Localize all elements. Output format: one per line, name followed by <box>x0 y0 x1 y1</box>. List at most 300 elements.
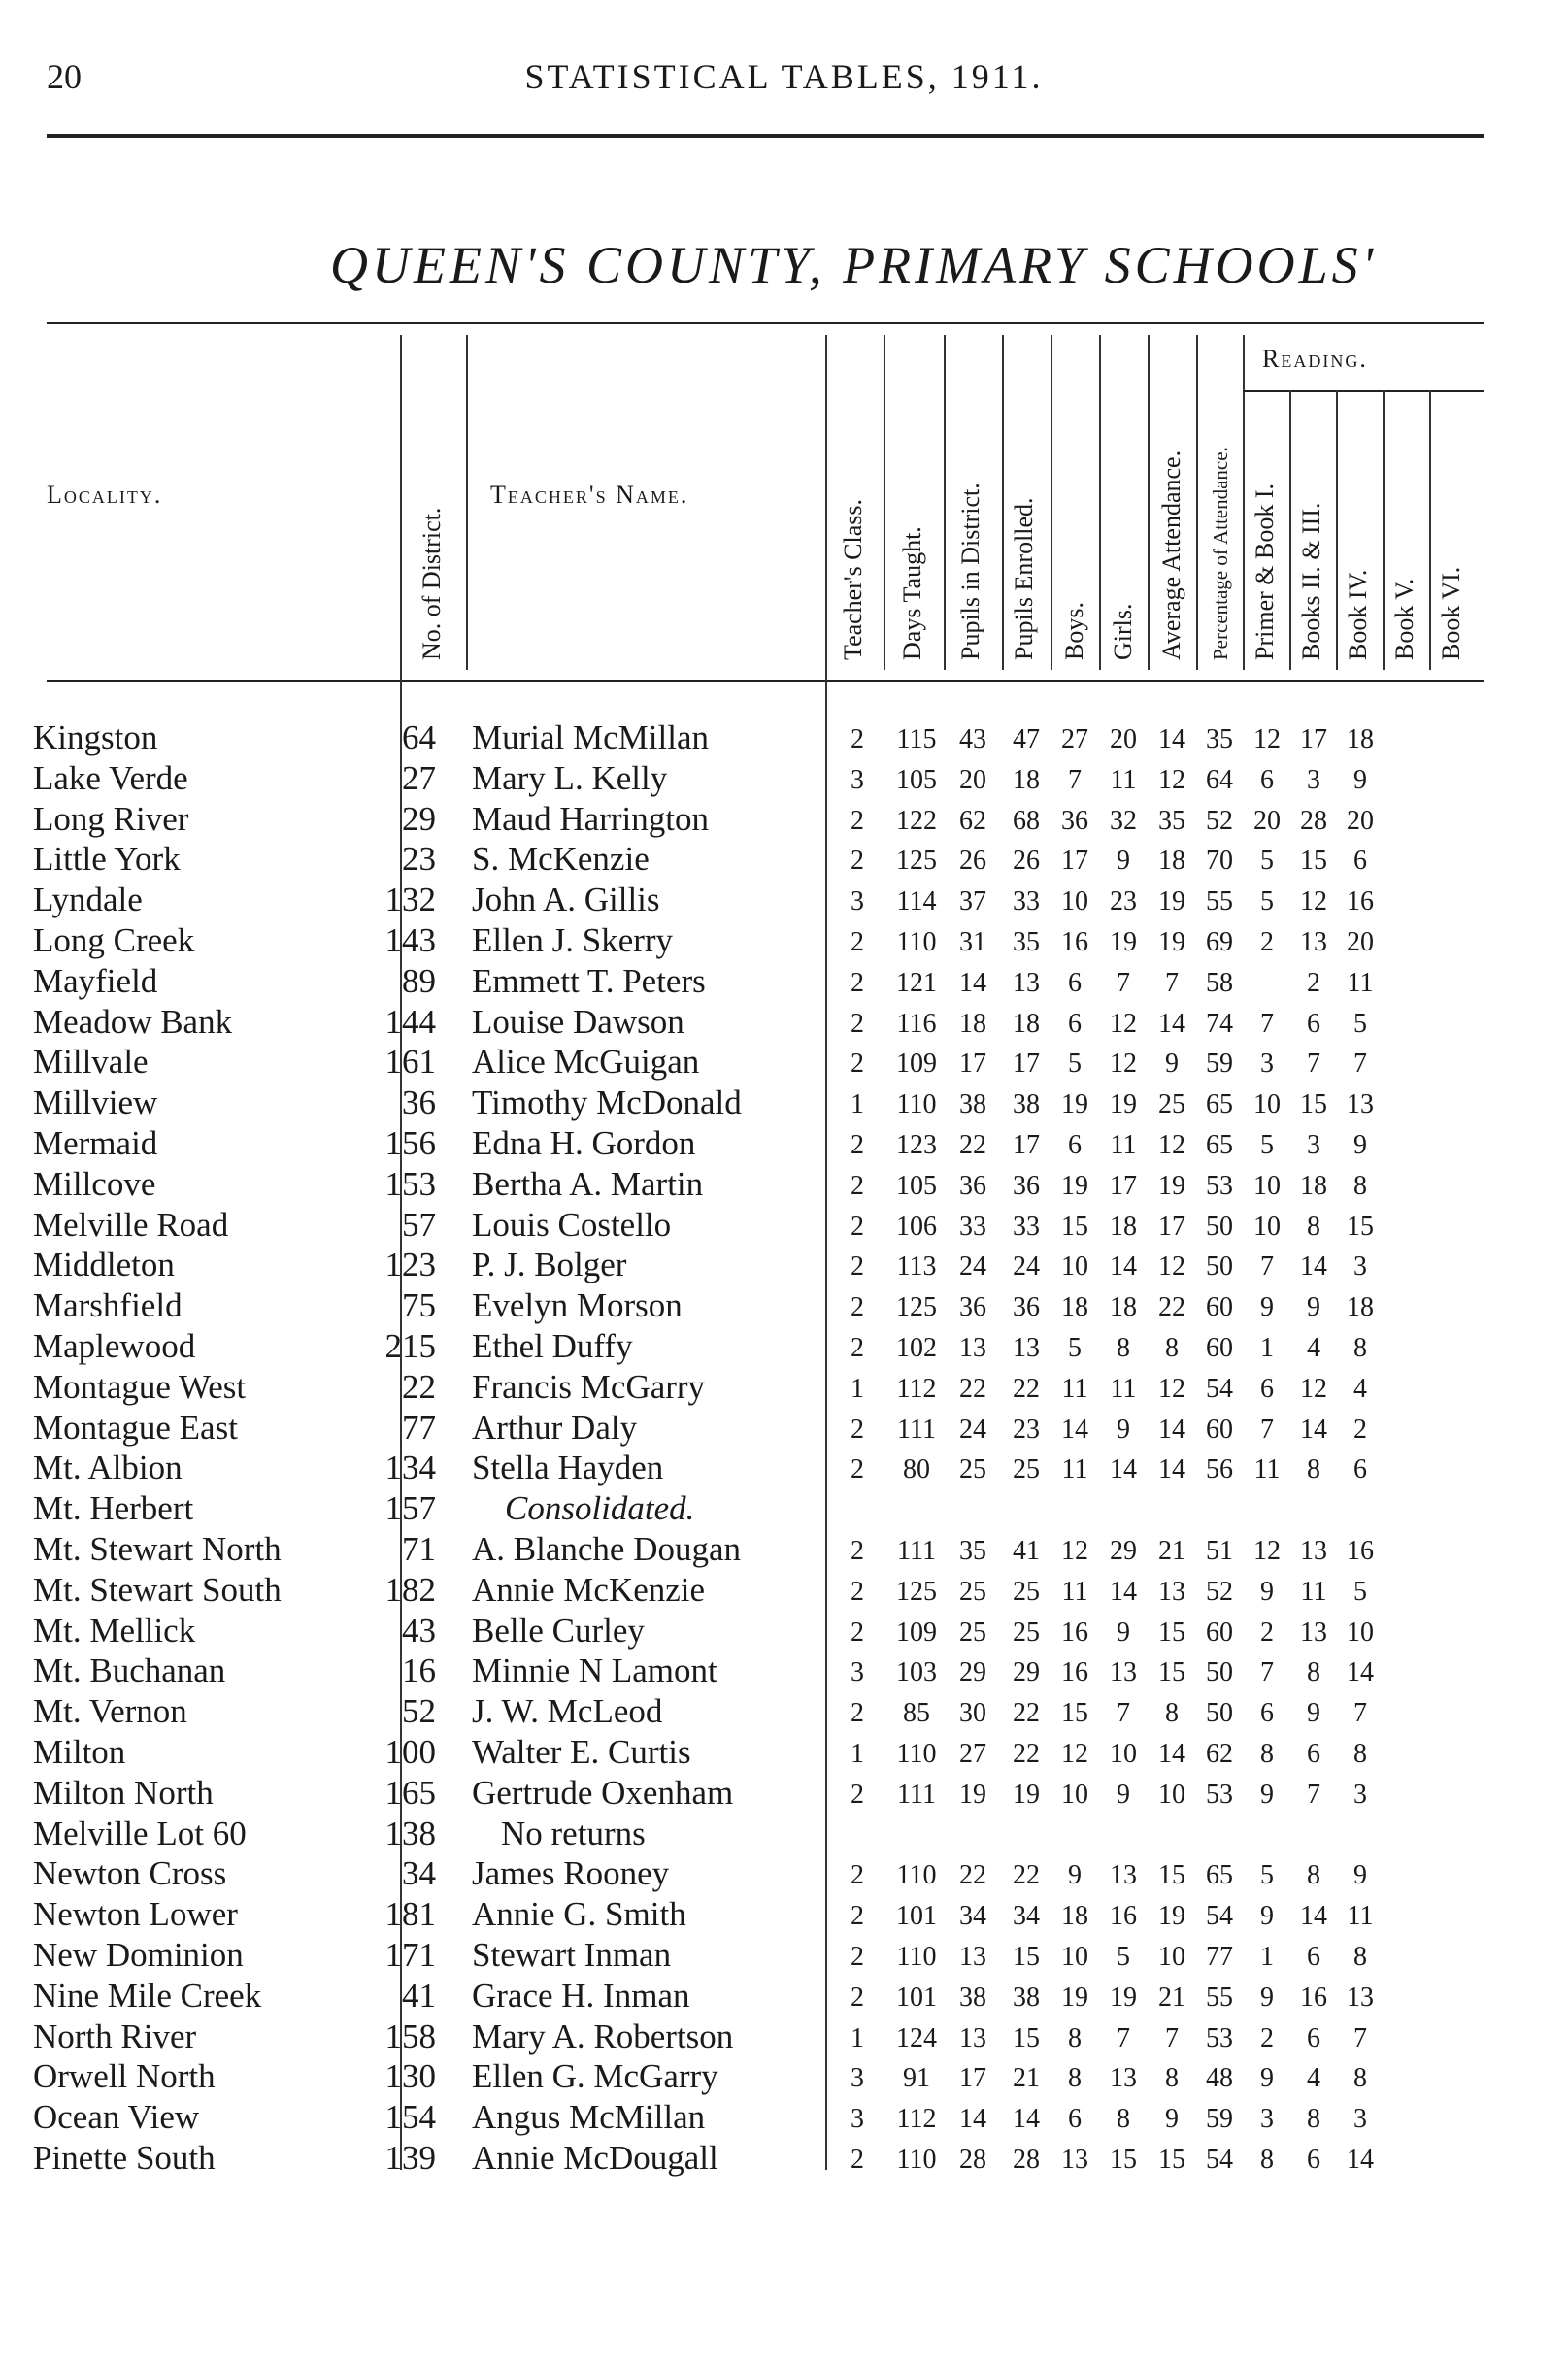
header-percentage: Percentage of Attendance. <box>1209 447 1232 660</box>
district-cell: 57 <box>402 1205 436 1244</box>
table-row <box>0 1003 1568 1044</box>
locality-cell: Milton <box>33 1733 126 1771</box>
column-separator <box>1002 335 1004 670</box>
enrolled-cell: 33 <box>1013 1211 1040 1242</box>
teacher-cell: Louis Costello <box>472 1205 672 1244</box>
locality-cell: Mt. Mellick <box>33 1611 196 1650</box>
days-cell: 115 <box>896 724 937 754</box>
column-separator <box>1099 335 1101 670</box>
cls-cell: 2 <box>851 1982 864 2013</box>
girls-cell: 8 <box>1117 1333 1130 1363</box>
table-row <box>0 1489 1568 1530</box>
district-cell: 64 <box>402 718 436 756</box>
avg-cell: 19 <box>1158 886 1185 917</box>
district-cell: 134 <box>384 1449 436 1487</box>
primer-cell: 20 <box>1253 805 1281 836</box>
girls-cell: 19 <box>1110 927 1137 957</box>
b4-cell: 18 <box>1347 1292 1374 1323</box>
girls-cell: 14 <box>1110 1576 1137 1607</box>
locality-cell: Marshfield <box>33 1286 183 1325</box>
b23-cell: 13 <box>1300 1616 1327 1648</box>
locality-cell: Middleton <box>33 1246 175 1284</box>
locality-cell: Montague East <box>33 1408 238 1447</box>
teacher-cell: Gertrude Oxenham <box>472 1773 734 1812</box>
table-row <box>0 1651 1568 1692</box>
enrolled-cell: 26 <box>1013 846 1040 877</box>
enrolled-cell: 25 <box>1013 1454 1040 1485</box>
b23-cell: 4 <box>1307 2063 1320 2094</box>
enrolled-cell: 35 <box>1013 927 1040 957</box>
boys-cell: 5 <box>1068 1333 1082 1363</box>
enrolled-cell: 33 <box>1013 886 1040 917</box>
locality-cell: Long Creek <box>33 921 195 959</box>
pct-cell: 56 <box>1206 1454 1233 1485</box>
teacher-cell: Murial McMillan <box>472 718 709 756</box>
running-title: STATISTICAL TABLES, 1911. <box>524 57 1044 96</box>
locality-cell: Orwell North <box>33 2057 216 2096</box>
boys-cell: 6 <box>1068 967 1082 998</box>
teacher-cell: Arthur Daly <box>472 1408 638 1447</box>
boys-cell: 16 <box>1061 927 1088 957</box>
boys-cell: 9 <box>1068 1860 1082 1891</box>
b23-cell: 14 <box>1300 1901 1327 1932</box>
header-teacher: Teacher's Name. <box>490 481 689 509</box>
district-cell: 34 <box>402 1854 436 1893</box>
b23-cell: 7 <box>1307 1049 1320 1080</box>
avg-cell: 22 <box>1158 1292 1185 1323</box>
table-row <box>0 1286 1568 1327</box>
cls-cell: 2 <box>851 724 864 754</box>
b23-cell: 8 <box>1307 1454 1320 1485</box>
in-district-cell: 14 <box>959 967 986 998</box>
district-cell: 181 <box>384 1895 436 1934</box>
primer-cell: 5 <box>1260 1130 1274 1160</box>
pct-cell: 64 <box>1206 764 1233 795</box>
pct-cell: 51 <box>1206 1536 1233 1566</box>
b4-cell: 5 <box>1353 1008 1367 1039</box>
b4-cell: 7 <box>1353 1049 1367 1080</box>
days-cell: 103 <box>896 1657 937 1688</box>
b23-cell: 3 <box>1307 1130 1320 1160</box>
girls-cell: 12 <box>1110 1049 1137 1080</box>
b23-cell: 8 <box>1307 1211 1320 1242</box>
pct-cell: 35 <box>1206 724 1233 754</box>
table-row <box>0 1815 1568 1855</box>
cls-cell: 2 <box>851 1414 864 1445</box>
days-cell: 106 <box>896 1211 937 1242</box>
header-average: Average Attendance. <box>1157 450 1185 660</box>
days-cell: 114 <box>896 886 937 917</box>
district-cell: 41 <box>402 1976 436 2015</box>
b4-cell: 9 <box>1353 1130 1367 1160</box>
cls-cell: 2 <box>851 846 864 877</box>
days-cell: 121 <box>896 967 937 998</box>
cls-cell: 2 <box>851 1211 864 1242</box>
b23-cell: 8 <box>1307 2104 1320 2135</box>
avg-cell: 15 <box>1158 1616 1185 1648</box>
table-row <box>0 1449 1568 1489</box>
boys-cell: 12 <box>1061 1536 1088 1566</box>
avg-cell: 21 <box>1158 1536 1185 1566</box>
girls-cell: 17 <box>1110 1170 1137 1201</box>
primer-cell: 9 <box>1260 1292 1274 1323</box>
avg-cell: 14 <box>1158 1454 1185 1485</box>
in-district-cell: 26 <box>959 846 986 877</box>
district-cell: 22 <box>402 1367 436 1406</box>
table-row <box>0 800 1568 841</box>
days-cell: 125 <box>896 1576 937 1607</box>
table-row <box>0 962 1568 1003</box>
boys-cell: 11 <box>1061 1373 1088 1404</box>
girls-cell: 11 <box>1110 764 1137 795</box>
b23-cell: 6 <box>1307 2022 1320 2053</box>
district-cell: 139 <box>384 2139 436 2177</box>
boys-cell: 18 <box>1061 1901 1088 1932</box>
avg-cell: 8 <box>1165 1333 1179 1363</box>
header-rule-top <box>47 322 1484 324</box>
days-cell: 113 <box>896 1251 937 1283</box>
table-row <box>0 1165 1568 1206</box>
cls-cell: 3 <box>851 2104 864 2135</box>
table-title: QUEEN'S COUNTY, PRIMARY SCHOOLS' <box>330 236 1378 294</box>
b23-cell: 6 <box>1307 1942 1320 1972</box>
enrolled-cell: 18 <box>1013 764 1040 795</box>
locality-cell: Mt. Vernon <box>33 1692 187 1731</box>
locality-cell: Millview <box>33 1083 158 1122</box>
column-separator <box>1243 335 1245 670</box>
teacher-cell: Emmett T. Peters <box>472 961 706 1000</box>
district-cell: 71 <box>402 1530 436 1568</box>
primer-cell: 9 <box>1260 1901 1274 1932</box>
days-cell: 110 <box>896 1089 937 1120</box>
locality-cell: Little York <box>33 840 181 879</box>
primer-cell: 9 <box>1260 1576 1274 1607</box>
table-row <box>0 1083 1568 1124</box>
locality-cell: Lake Verde <box>33 758 188 797</box>
district-cell: 161 <box>384 1043 436 1082</box>
teacher-cell: Minnie N Lamont <box>472 1651 717 1690</box>
in-district-cell: 27 <box>959 1739 986 1769</box>
days-cell: 112 <box>896 1373 937 1404</box>
enrolled-cell: 21 <box>1013 2063 1040 2094</box>
enrolled-cell: 28 <box>1013 2145 1040 2175</box>
b23-cell: 13 <box>1300 927 1327 957</box>
district-cell: 23 <box>402 840 436 879</box>
table-row <box>0 1936 1568 1977</box>
avg-cell: 10 <box>1158 1942 1185 1972</box>
primer-cell: 9 <box>1260 1779 1274 1810</box>
boys-cell: 13 <box>1061 2145 1088 2175</box>
days-cell: 125 <box>896 1292 937 1323</box>
girls-cell: 7 <box>1117 2022 1130 2053</box>
girls-cell: 13 <box>1110 2063 1137 2094</box>
days-cell: 101 <box>896 1901 937 1932</box>
header-reading: Reading. <box>1262 345 1368 373</box>
primer-cell: 10 <box>1253 1211 1281 1242</box>
avg-cell: 10 <box>1158 1779 1185 1810</box>
table-row <box>0 718 1568 759</box>
enrolled-cell: 36 <box>1013 1170 1040 1201</box>
cls-cell: 1 <box>851 1089 864 1120</box>
in-district-cell: 25 <box>959 1616 986 1648</box>
b23-cell: 3 <box>1307 764 1320 795</box>
primer-cell: 6 <box>1260 1698 1274 1729</box>
in-district-cell: 43 <box>959 724 986 754</box>
locality-cell: Mt. Herbert <box>33 1489 194 1528</box>
boys-cell: 8 <box>1068 2022 1082 2053</box>
table-row <box>0 1327 1568 1368</box>
enrolled-cell: 15 <box>1013 2022 1040 2053</box>
b4-cell: 11 <box>1347 967 1374 998</box>
boys-cell: 27 <box>1061 724 1088 754</box>
pct-cell: 53 <box>1206 1170 1233 1201</box>
primer-cell: 1 <box>1260 1942 1274 1972</box>
avg-cell: 12 <box>1158 1373 1185 1404</box>
in-district-cell: 13 <box>959 1333 986 1363</box>
teacher-cell: A. Blanche Dougan <box>472 1530 742 1568</box>
girls-cell: 13 <box>1110 1657 1137 1688</box>
b23-cell: 6 <box>1307 1739 1320 1769</box>
locality-cell: North River <box>33 2016 197 2055</box>
header-book-6: Book VI. <box>1437 566 1465 660</box>
girls-cell: 12 <box>1110 1008 1137 1039</box>
days-cell: 105 <box>896 1170 937 1201</box>
days-cell: 111 <box>897 1414 936 1445</box>
cls-cell: 2 <box>851 1860 864 1891</box>
locality-cell: Melville Road <box>33 1205 229 1244</box>
avg-cell: 12 <box>1158 764 1185 795</box>
cls-cell: 1 <box>851 1373 864 1404</box>
cls-cell: 3 <box>851 886 864 917</box>
avg-cell: 14 <box>1158 1739 1185 1769</box>
days-cell: 124 <box>896 2022 937 2053</box>
b4-cell: 7 <box>1353 1698 1367 1729</box>
district-cell: 89 <box>402 961 436 1000</box>
column-separator <box>944 335 946 670</box>
locality-cell: Long River <box>33 799 189 838</box>
pct-cell: 53 <box>1206 2022 1233 2053</box>
in-district-cell: 25 <box>959 1454 986 1485</box>
locality-cell: Mt. Stewart North <box>33 1530 282 1568</box>
district-cell: 182 <box>384 1570 436 1609</box>
boys-cell: 19 <box>1061 1089 1088 1120</box>
teacher-cell: Francis McGarry <box>472 1367 706 1406</box>
b23-cell: 17 <box>1300 724 1327 754</box>
primer-cell: 2 <box>1260 927 1274 957</box>
primer-cell: 5 <box>1260 1860 1274 1891</box>
cls-cell: 2 <box>851 1942 864 1972</box>
boys-cell: 15 <box>1061 1698 1088 1729</box>
teacher-cell: Evelyn Morson <box>472 1286 683 1325</box>
pct-cell: 65 <box>1206 1089 1233 1120</box>
in-district-cell: 33 <box>959 1211 986 1242</box>
cls-cell: 2 <box>851 1292 864 1323</box>
enrolled-cell: 22 <box>1013 1739 1040 1769</box>
cls-cell: 2 <box>851 927 864 957</box>
days-cell: 112 <box>896 2104 937 2135</box>
in-district-cell: 36 <box>959 1170 986 1201</box>
pct-cell: 60 <box>1206 1333 1233 1363</box>
header-book-5: Book V. <box>1390 578 1418 660</box>
primer-cell: 7 <box>1260 1657 1274 1688</box>
table-row <box>0 1977 1568 2017</box>
days-cell: 101 <box>896 1982 937 2013</box>
table-row <box>0 1043 1568 1083</box>
b23-cell: 11 <box>1300 1576 1327 1607</box>
enrolled-cell: 41 <box>1013 1536 1040 1566</box>
avg-cell: 8 <box>1165 1698 1179 1729</box>
in-district-cell: 31 <box>959 927 986 957</box>
locality-cell: Mayfield <box>33 961 158 1000</box>
girls-cell: 9 <box>1117 1414 1130 1445</box>
cls-cell: 2 <box>851 805 864 836</box>
in-district-cell: 17 <box>959 1049 986 1080</box>
table-row <box>0 1206 1568 1247</box>
primer-cell: 5 <box>1260 846 1274 877</box>
in-district-cell: 19 <box>959 1779 986 1810</box>
b23-cell: 6 <box>1307 2145 1320 2175</box>
table-row <box>0 921 1568 962</box>
in-district-cell: 17 <box>959 2063 986 2094</box>
girls-cell: 10 <box>1110 1739 1137 1769</box>
avg-cell: 14 <box>1158 724 1185 754</box>
in-district-cell: 29 <box>959 1657 986 1688</box>
locality-cell: Mt. Buchanan <box>33 1651 226 1690</box>
teacher-cell: Grace H. Inman <box>472 1976 690 2015</box>
primer-cell: 10 <box>1253 1170 1281 1201</box>
pct-cell: 54 <box>1206 2145 1233 2175</box>
pct-cell: 70 <box>1206 846 1233 877</box>
primer-cell: 7 <box>1260 1008 1274 1039</box>
in-district-cell: 22 <box>959 1373 986 1404</box>
in-district-cell: 22 <box>959 1860 986 1891</box>
avg-cell: 14 <box>1158 1414 1185 1445</box>
district-cell: 132 <box>384 881 436 919</box>
district-cell: 130 <box>384 2057 436 2096</box>
b4-cell: 14 <box>1347 1657 1374 1688</box>
locality-cell: Millcove <box>33 1164 156 1203</box>
girls-cell: 5 <box>1117 1942 1130 1972</box>
avg-cell: 12 <box>1158 1251 1185 1283</box>
enrolled-cell: 68 <box>1013 805 1040 836</box>
avg-cell: 17 <box>1158 1211 1185 1242</box>
table-row <box>0 1409 1568 1450</box>
locality-cell: Melville Lot 60 <box>33 1814 247 1852</box>
girls-cell: 9 <box>1117 1779 1130 1810</box>
in-district-cell: 22 <box>959 1130 986 1160</box>
days-cell: 116 <box>896 1008 937 1039</box>
pct-cell: 55 <box>1206 886 1233 917</box>
avg-cell: 15 <box>1158 1860 1185 1891</box>
enrolled-cell: 38 <box>1013 1982 1040 2013</box>
pct-cell: 69 <box>1206 927 1233 957</box>
teacher-cell: Ethel Duffy <box>472 1327 633 1365</box>
days-cell: 111 <box>897 1536 936 1566</box>
boys-cell: 6 <box>1068 1130 1082 1160</box>
header-district: No. of District. <box>417 507 446 660</box>
in-district-cell: 20 <box>959 764 986 795</box>
pct-cell: 65 <box>1206 1860 1233 1891</box>
girls-cell: 7 <box>1117 967 1130 998</box>
avg-cell: 14 <box>1158 1008 1185 1039</box>
district-cell: 215 <box>384 1327 436 1365</box>
column-separator <box>1289 390 1291 670</box>
in-district-cell: 37 <box>959 886 986 917</box>
boys-cell: 17 <box>1061 846 1088 877</box>
boys-cell: 12 <box>1061 1739 1088 1769</box>
teacher-cell: J. W. McLeod <box>472 1692 663 1731</box>
district-cell: 27 <box>402 758 436 797</box>
teacher-cell: No returns <box>501 1814 646 1852</box>
cls-cell: 2 <box>851 1130 864 1160</box>
b4-cell: 9 <box>1353 1860 1367 1891</box>
in-district-cell: 13 <box>959 2022 986 2053</box>
pct-cell: 65 <box>1206 1130 1233 1160</box>
b4-cell: 9 <box>1353 764 1367 795</box>
days-cell: 109 <box>896 1049 937 1080</box>
enrolled-cell: 14 <box>1013 2104 1040 2135</box>
cls-cell: 2 <box>851 1536 864 1566</box>
table-row <box>0 1571 1568 1612</box>
boys-cell: 16 <box>1061 1657 1088 1688</box>
teacher-cell: Annie McDougall <box>472 2139 718 2177</box>
pct-cell: 62 <box>1206 1739 1233 1769</box>
pct-cell: 60 <box>1206 1414 1233 1445</box>
girls-cell: 32 <box>1110 805 1137 836</box>
b23-cell: 9 <box>1307 1292 1320 1323</box>
b4-cell: 11 <box>1347 1901 1374 1932</box>
cls-cell: 2 <box>851 1576 864 1607</box>
primer-cell: 5 <box>1260 886 1274 917</box>
b23-cell: 16 <box>1300 1982 1327 2013</box>
locality-cell: Mermaid <box>33 1124 158 1162</box>
b23-cell: 12 <box>1300 886 1327 917</box>
district-cell: 43 <box>402 1611 436 1650</box>
pct-cell: 59 <box>1206 1049 1233 1080</box>
cls-cell: 1 <box>851 2022 864 2053</box>
primer-cell: 2 <box>1260 2022 1274 2053</box>
b4-cell: 8 <box>1353 1170 1367 1201</box>
in-district-cell: 25 <box>959 1576 986 1607</box>
avg-cell: 7 <box>1165 967 1179 998</box>
b23-cell: 28 <box>1300 805 1327 836</box>
primer-cell: 10 <box>1253 1089 1281 1120</box>
locality-cell: Millvale <box>33 1043 149 1082</box>
district-cell: 123 <box>384 1246 436 1284</box>
enrolled-cell: 13 <box>1013 967 1040 998</box>
header-class: Teacher's Class. <box>839 498 867 660</box>
table-row <box>0 2017 1568 2058</box>
girls-cell: 9 <box>1117 846 1130 877</box>
pct-cell: 74 <box>1206 1008 1233 1039</box>
avg-cell: 19 <box>1158 927 1185 957</box>
teacher-cell: Angus McMillan <box>472 2098 706 2137</box>
b4-cell: 8 <box>1353 1942 1367 1972</box>
girls-cell: 14 <box>1110 1454 1137 1485</box>
avg-cell: 7 <box>1165 2022 1179 2053</box>
boys-cell: 16 <box>1061 1616 1088 1648</box>
locality-cell: Newton Cross <box>33 1854 227 1893</box>
b4-cell: 18 <box>1347 724 1374 754</box>
b4-cell: 4 <box>1353 1373 1367 1404</box>
primer-cell: 1 <box>1260 1333 1274 1363</box>
header-boys: Boys. <box>1060 602 1088 660</box>
teacher-cell: Annie G. Smith <box>472 1895 686 1934</box>
girls-cell: 11 <box>1110 1130 1137 1160</box>
b4-cell: 13 <box>1347 1089 1374 1120</box>
locality-cell: Maplewood <box>33 1327 196 1365</box>
days-cell: 109 <box>896 1616 937 1648</box>
